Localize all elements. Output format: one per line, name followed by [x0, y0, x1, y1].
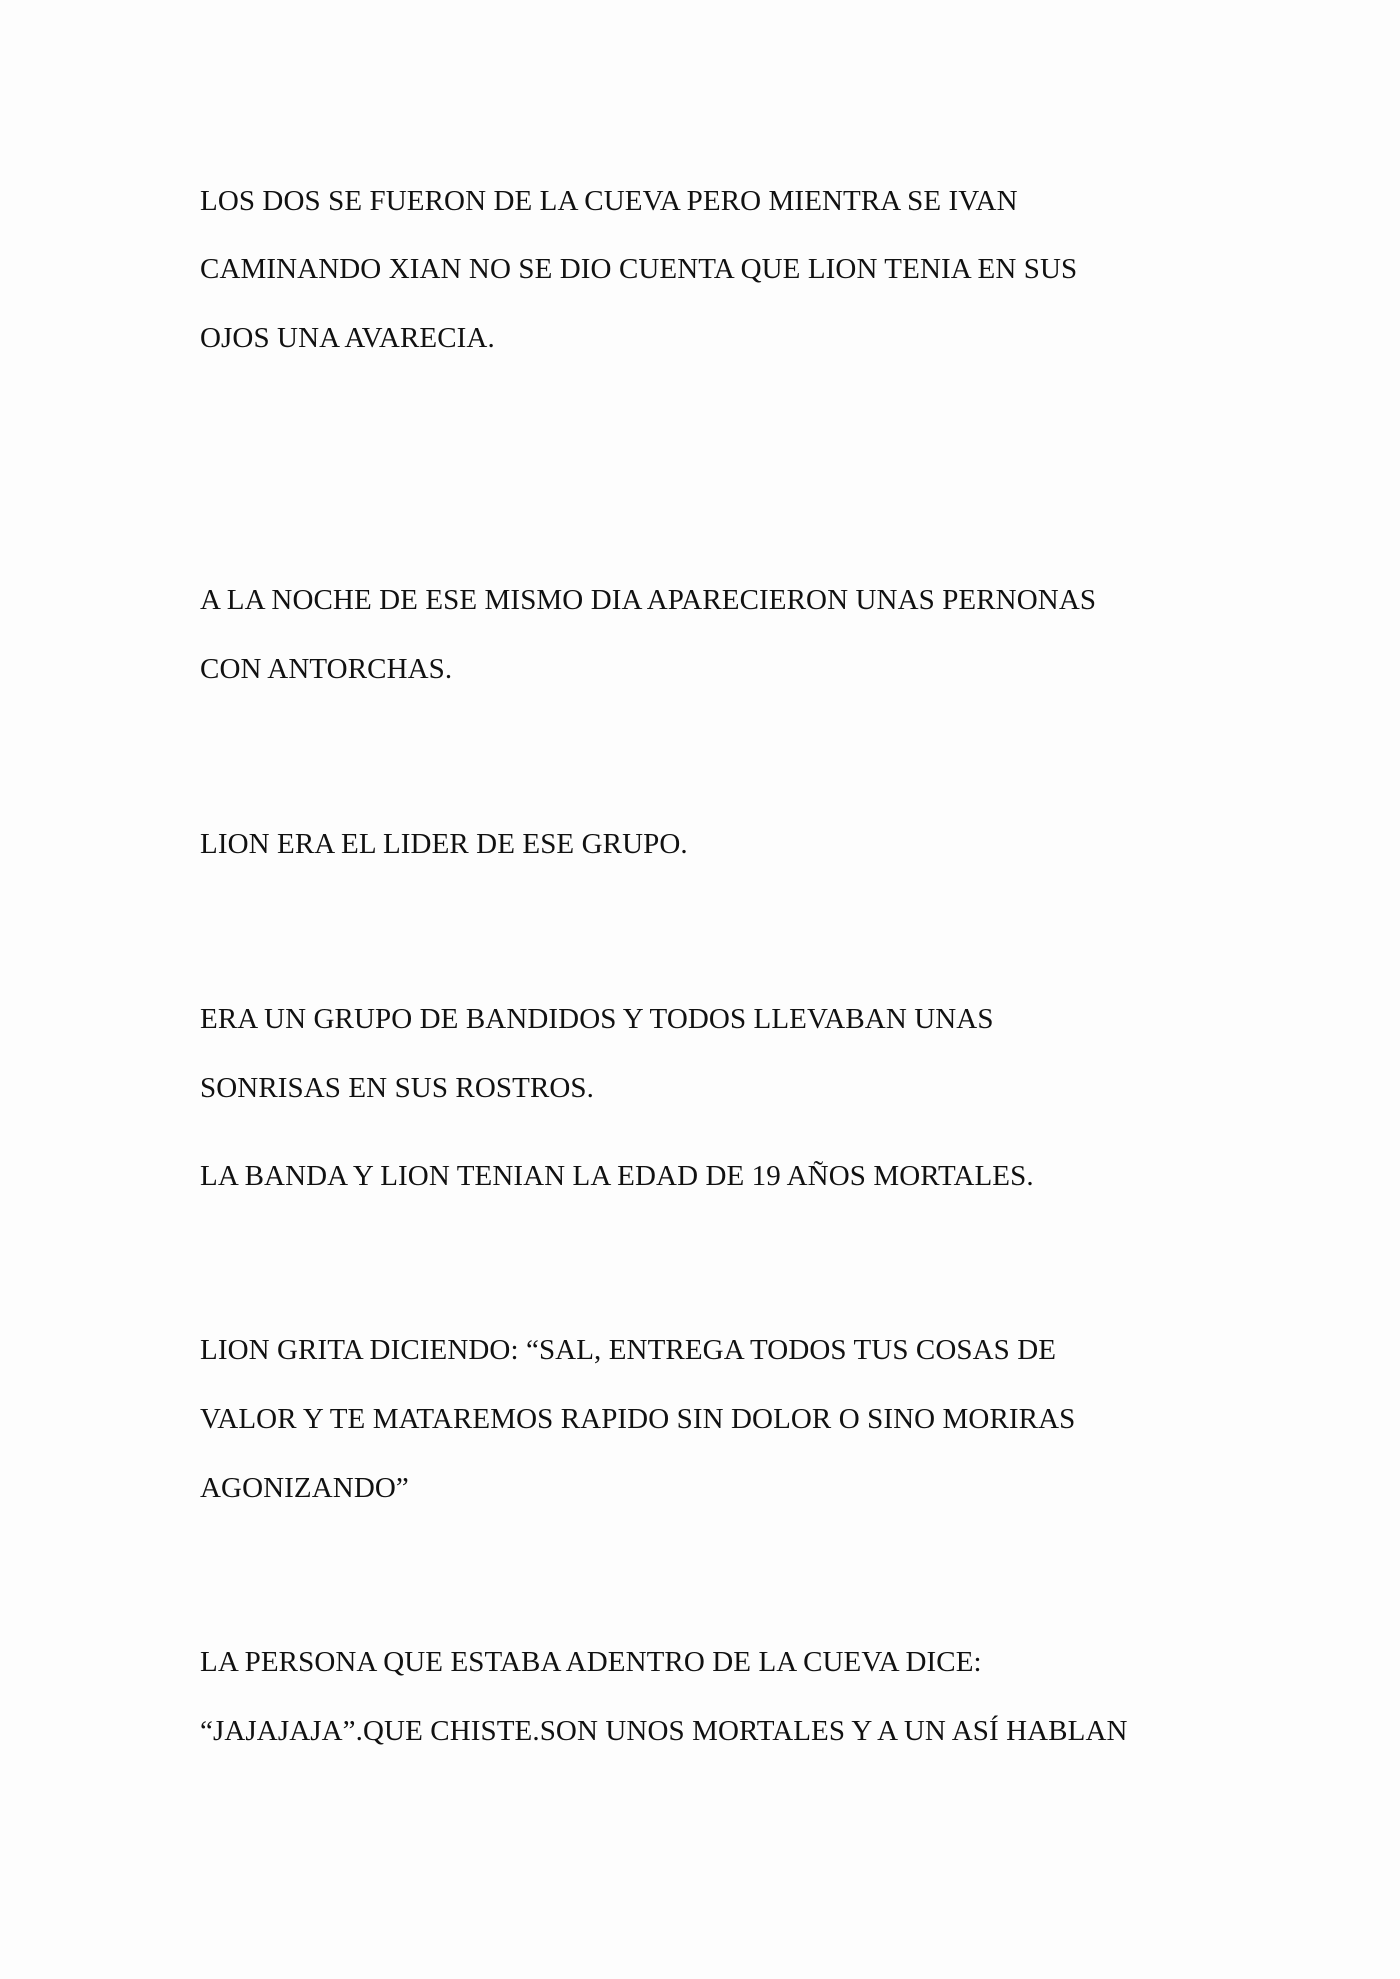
text-line-11: VALOR Y TE MATAREMOS RAPIDO SIN DOLOR O SINO MORIRAS	[200, 1403, 1076, 1435]
text-line-1: LOS DOS SE FUERON DE LA CUEVA PERO MIENTRA SE IVAN	[200, 185, 1018, 217]
text-line-7: ERA UN GRUPO DE BANDIDOS Y TODOS LLEVABAN UNAS	[200, 1003, 994, 1035]
text-line-10: LION GRITA DICIENDO: “SAL, ENTREGA TODOS TUS COSAS DE	[200, 1334, 1057, 1366]
text-line-2: CAMINANDO XIAN NO SE DIO CUENTA QUE LION TENIA EN SUS	[200, 253, 1078, 285]
text-line-14: “JAJAJAJA”.QUE CHISTE.SON UNOS MORTALES Y A UN ASÍ HABLAN	[200, 1715, 1128, 1747]
text-line-6: LION ERA EL LIDER DE ESE GRUPO.	[200, 828, 688, 860]
text-line-13: LA PERSONA QUE ESTABA ADENTRO DE LA CUEVA DICE:	[200, 1646, 982, 1678]
text-line-9: LA BANDA Y LION TENIAN LA EDAD DE 19 AÑOS MORTALES.	[200, 1160, 1034, 1192]
text-line-4: A LA NOCHE DE ESE MISMO DIA APARECIERON UNAS PERNONAS	[200, 584, 1097, 616]
text-line-12: AGONIZANDO”	[200, 1472, 409, 1504]
text-line-5: CON ANTORCHAS.	[200, 653, 453, 685]
text-line-8: SONRISAS EN SUS ROSTROS.	[200, 1072, 595, 1104]
text-line-3: OJOS UNA AVARECIA.	[200, 322, 495, 354]
